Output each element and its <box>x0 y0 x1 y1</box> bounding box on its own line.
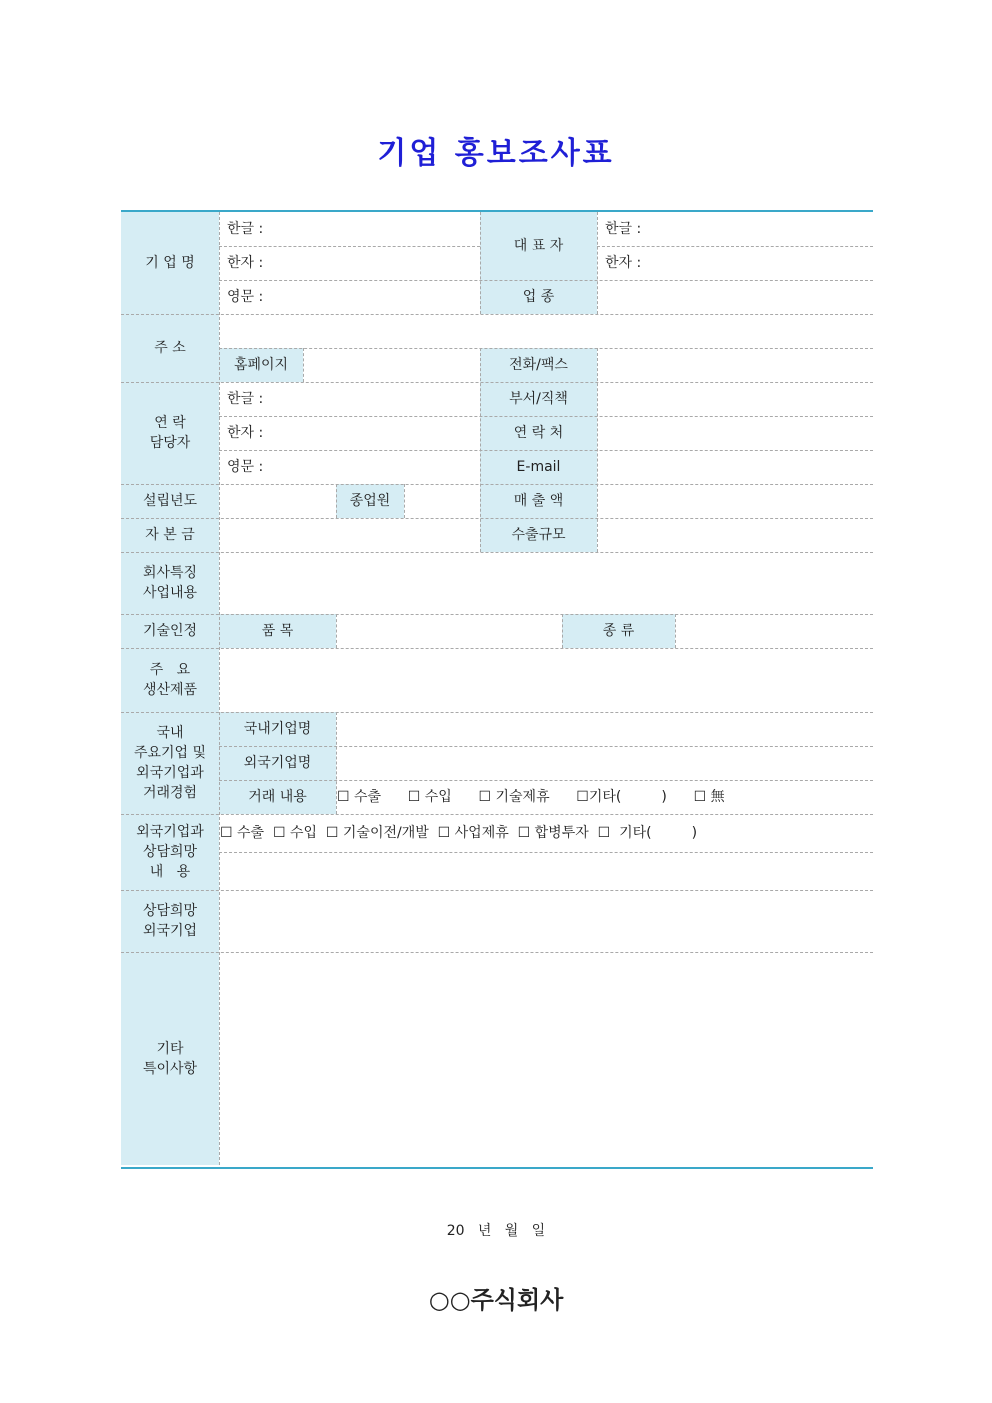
divider <box>480 212 481 314</box>
contact-hanja-field[interactable]: 한자 : <box>227 425 264 441</box>
label-foreign-company: 외국기업명 <box>219 746 336 780</box>
company-survey-form <box>121 210 873 1169</box>
divider <box>675 614 676 648</box>
divider <box>121 648 873 649</box>
divider <box>121 614 873 615</box>
divider <box>219 746 873 747</box>
divider <box>121 814 873 815</box>
contact-hangul-field[interactable]: 한글 : <box>227 391 264 407</box>
contact-english-field[interactable]: 영문 : <box>227 459 264 475</box>
divider <box>219 416 873 417</box>
label-consult-company: 상담희망 외국기업 <box>121 890 219 952</box>
label-industry: 업 종 <box>480 280 597 314</box>
representative-hanja-field[interactable]: 한자 : <box>605 255 642 271</box>
divider <box>121 314 873 315</box>
label-capital: 자 본 금 <box>121 518 219 552</box>
label-company-features: 회사특징 사업내용 <box>121 552 219 614</box>
label-tech-cert: 기술인정 <box>121 614 219 648</box>
divider <box>562 614 563 648</box>
label-phone-fax: 전화/팩스 <box>480 348 597 382</box>
divider <box>121 382 873 383</box>
form-title: 기업 홍보조사표 <box>377 136 615 171</box>
divider <box>404 484 405 518</box>
divider <box>219 450 873 451</box>
label-trade-content: 거래 내용 <box>219 780 336 814</box>
representative-hangul-field[interactable]: 한글 : <box>605 221 642 237</box>
divider <box>219 246 480 247</box>
divider <box>121 552 873 553</box>
trade-options[interactable]: ☐ 수출 ☐ 수입 ☐ 기술제휴 ☐기타( ) ☐ 無 <box>337 789 725 805</box>
date-line: 20 년 월 일 <box>446 1223 546 1239</box>
divider <box>219 852 873 853</box>
divider <box>121 518 873 519</box>
label-representative: 대 표 자 <box>480 212 597 280</box>
company-name-english-field[interactable]: 영문 : <box>227 289 264 305</box>
label-contact-number: 연 락 처 <box>480 416 597 450</box>
divider <box>336 484 337 518</box>
divider <box>480 348 481 552</box>
company-name-hanja-field[interactable]: 한자 : <box>227 255 264 271</box>
divider <box>336 712 337 814</box>
divider <box>597 246 873 247</box>
divider <box>121 484 873 485</box>
consult-options[interactable]: ☐ 수출 ☐ 수입 ☐ 기술이전/개발 ☐ 사업제휴 ☐ 합병투자 ☐ 기타( ) <box>220 825 698 841</box>
label-company-name: 기 업 명 <box>121 212 219 314</box>
divider <box>303 348 304 382</box>
label-dept-title: 부서/직책 <box>480 382 597 416</box>
label-consult-content: 외국기업과 상담희망 내 용 <box>121 814 219 890</box>
label-main-products: 주 요 생산제품 <box>121 648 219 712</box>
divider <box>219 780 873 781</box>
label-employees: 종업원 <box>336 484 404 518</box>
divider <box>597 212 598 314</box>
label-item: 품 목 <box>219 614 336 648</box>
divider <box>121 712 873 713</box>
label-etc: 기타 특이사항 <box>121 952 219 1165</box>
label-address: 주 소 <box>121 314 219 382</box>
label-trade-experience: 국내 주요기업 및 외국기업과 거래경험 <box>121 712 219 814</box>
divider <box>219 280 873 281</box>
label-export-scale: 수출규모 <box>480 518 597 552</box>
label-email: E-mail <box>480 450 597 484</box>
divider <box>121 952 873 953</box>
divider <box>219 212 220 1165</box>
label-homepage: 홈페이지 <box>219 348 303 382</box>
label-domestic-company: 국내기업명 <box>219 712 336 746</box>
divider <box>597 348 598 552</box>
divider <box>219 348 873 349</box>
label-kind: 종 류 <box>562 614 675 648</box>
company-name: ○○주식회사 <box>428 1286 564 1314</box>
label-contact-person: 연 락 담당자 <box>121 382 219 484</box>
divider <box>336 614 337 648</box>
divider <box>121 890 873 891</box>
label-sales: 매 출 액 <box>480 484 597 518</box>
company-name-hangul-field[interactable]: 한글 : <box>227 221 264 237</box>
label-founded-year: 설립년도 <box>121 484 219 518</box>
